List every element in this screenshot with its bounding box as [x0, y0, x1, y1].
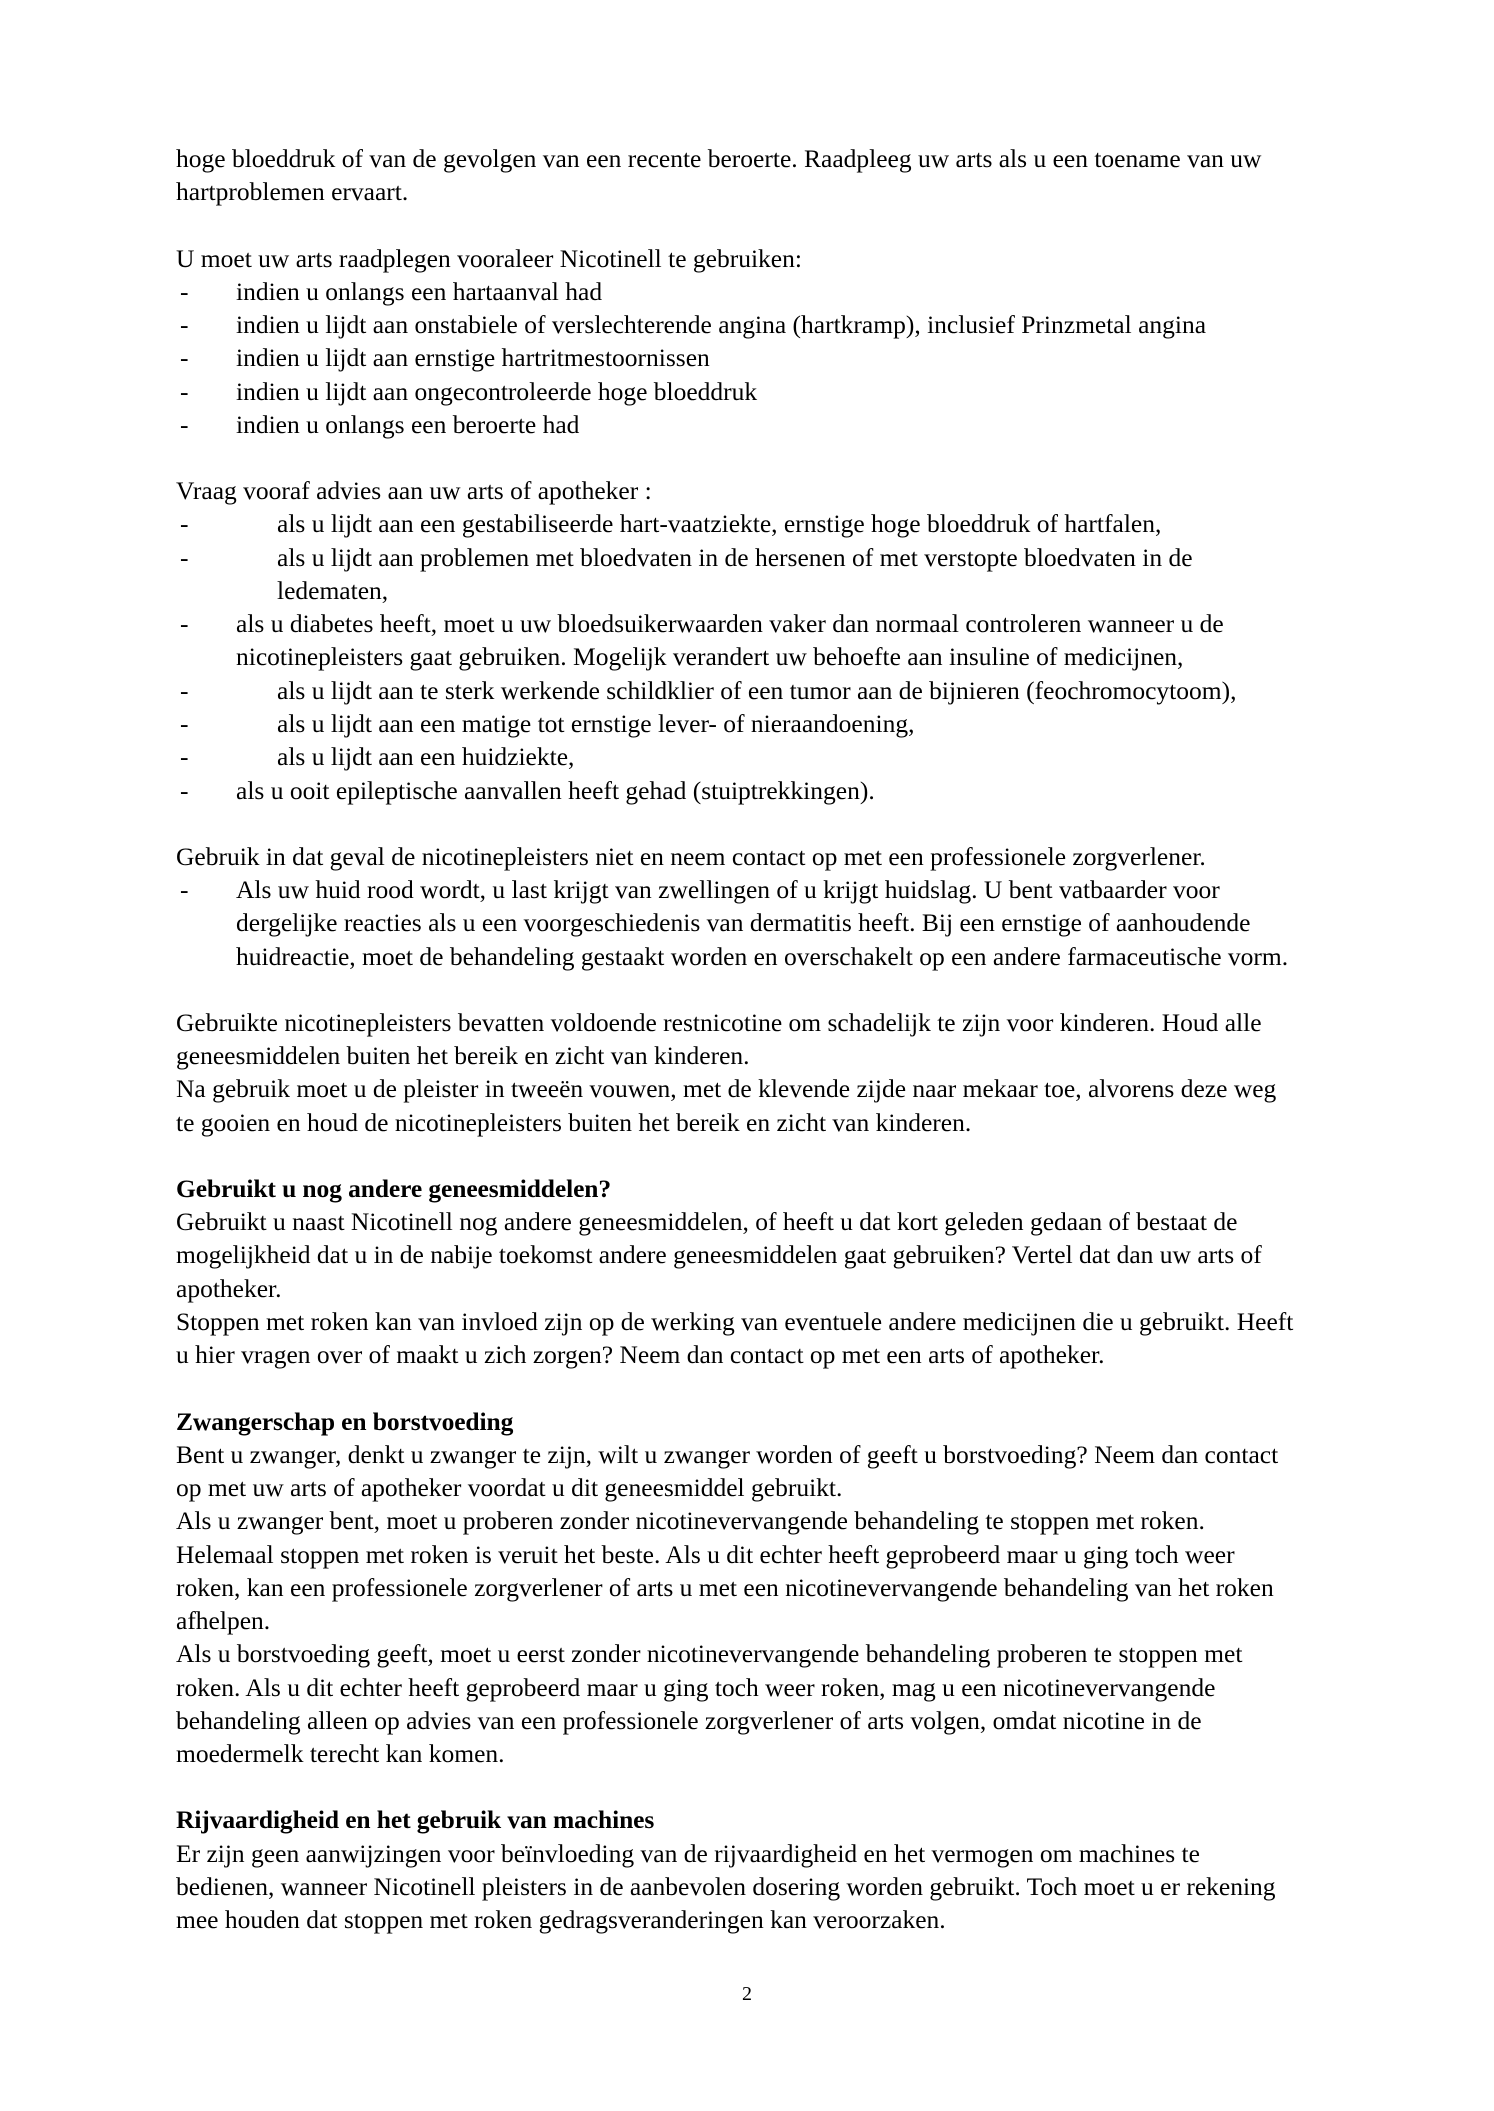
advice-lead: Vraag vooraf advies aan uw arts of apotheker :: [176, 476, 652, 506]
spacer: [176, 209, 1296, 242]
bullet-dash-icon: -: [180, 376, 189, 406]
list-item-text: als u lijdt aan een huidziekte,: [277, 742, 575, 772]
advice-bullet-list: [176, 507, 1296, 806]
list-item-text: indien u onlangs een hartaanval had: [236, 276, 603, 306]
list-item: [176, 740, 1296, 773]
list-item: [176, 408, 1296, 441]
list-item: [176, 707, 1296, 740]
list-item: [176, 375, 1296, 408]
pregnancy-paragraph-2: Als u zwanger bent, moet u proberen zonder nicotinevervangende behandeling te stoppen met roken. Helemaal stoppen met roken is veruit het beste. Als u dit echter heeft geprobeerd maar u ging toch weer roken, kan een professionele zorgverlener of arts u met een nicotinevervangende behandeling van het roken afhelpen.: [176, 1506, 1274, 1636]
spacer: [176, 1770, 1296, 1803]
bullet-dash-icon: -: [180, 775, 189, 805]
list-item-text: als u lijdt aan een matige tot ernstige lever- of nieraandoening,: [277, 708, 915, 738]
list-item-text: als u ooit epileptische aanvallen heeft gehad (stuiptrekkingen).: [236, 775, 875, 805]
list-item-text: indien u lijdt aan ernstige hartritmestoornissen: [236, 343, 710, 373]
list-item: [176, 774, 1296, 807]
driving-paragraph-1: Er zijn geen aanwijzingen voor beïnvloeding van de rijvaardigheid en het vermogen om machines te bedienen, wanneer Nicotinell pleisters in de aanbevolen dosering worden gebruikt. Toch moet u er rekening mee houden dat stoppen met roken gedragsveranderingen kan veroorzaken.: [176, 1838, 1276, 1935]
page-number: 2: [742, 1983, 752, 2005]
children-paragraph-2: Na gebruik moet u de pleister in tweeën vouwen, met de klevende zijde naar mekaar toe, alvorens deze weg te gooien en houd de nicotinepleisters buiten het bereik en zicht van kinderen.: [176, 1074, 1277, 1137]
bullet-dash-icon: -: [180, 509, 189, 539]
consult-lead: U moet uw arts raadplegen vooraleer Nicotinell te gebruiken:: [176, 243, 802, 273]
list-item: [176, 674, 1296, 707]
spacer: [176, 441, 1296, 474]
skin-bullet-list: [176, 873, 1296, 973]
heading-pregnancy: Zwangerschap en borstvoeding: [176, 1406, 514, 1436]
intro-paragraph: hoge bloeddruk of van de gevolgen van een recente beroerte. Raadpleeg uw arts als u een toename van uw hartproblemen ervaart.: [176, 144, 1262, 207]
list-item-text: als u lijdt aan een gestabiliseerde hart-vaatziekte, ernstige hoge bloeddruk of hartfalen,: [277, 509, 1162, 539]
bullet-dash-icon: -: [180, 708, 189, 738]
list-item: [176, 541, 1296, 608]
other-medicines-paragraph-1: Gebruikt u naast Nicotinell nog andere geneesmiddelen, of heeft u dat kort geleden gedaan of bestaat de mogelijkheid dat u in de nabije toekomst andere geneesmiddelen gaat gebruiken? Vertel dat dan uw arts of apotheker.: [176, 1207, 1262, 1303]
heading-driving: Rijvaardigheid en het gebruik van machines: [176, 1805, 655, 1835]
spacer: [176, 1372, 1296, 1405]
list-item-text: als u lijdt aan problemen met bloedvaten in de hersenen of met verstopte bloedvaten in de ledematen,: [277, 542, 1193, 605]
list-item: [176, 507, 1296, 540]
list-item: [176, 275, 1296, 308]
document-body: [176, 142, 1296, 1936]
consult-bullet-list: [176, 275, 1296, 441]
list-item-text: indien u lijdt aan ongecontroleerde hoge bloeddruk: [236, 376, 758, 406]
list-item: [176, 341, 1296, 374]
list-item-text: indien u lijdt aan onstabiele of verslechterende angina (hartkramp), inclusief Prinzmetal angina: [236, 310, 1207, 340]
list-item-text: als u lijdt aan te sterk werkende schildklier of een tumor aan de bijnieren (feochromocytoom),: [277, 675, 1237, 705]
spacer: [176, 1139, 1296, 1172]
spacer: [176, 973, 1296, 1006]
list-item-text: Als uw huid rood wordt, u last krijgt van zwellingen of u krijgt huidslag. U bent vatbaarder voor dergelijke reacties als u een voorgeschiedenis van dermatitis heeft. Bij een ernstige of aanhoudende huidreactie, moet de behandeling gestaakt worden en overschakelt op een andere farmaceutische vorm.: [236, 875, 1289, 971]
list-item: [176, 873, 1296, 973]
list-item-text: als u diabetes heeft, moet u uw bloedsuikerwaarden vaker dan normaal controleren wanneer u de nicotinepleisters gaat gebruiken. Mogelijk verandert uw behoefte aan insuline of medicijnen,: [236, 609, 1224, 672]
list-item: [176, 308, 1296, 341]
bullet-dash-icon: -: [180, 409, 189, 439]
bullet-dash-icon: -: [180, 675, 189, 705]
bullet-dash-icon: -: [180, 609, 189, 639]
bullet-dash-icon: -: [180, 542, 189, 572]
bullet-dash-icon: -: [180, 276, 189, 306]
list-item: [176, 607, 1296, 674]
bullet-dash-icon: -: [180, 343, 189, 373]
pregnancy-paragraph-3: Als u borstvoeding geeft, moet u eerst zonder nicotinevervangende behandeling proberen te stoppen met roken. Als u dit echter heeft geprobeerd maar u ging toch weer roken, mag u een nicotinevervangende behandeling alleen op advies van een professionele zorgverlener of arts volgen, omdat nicotine in de moedermelk terecht kan komen.: [176, 1639, 1243, 1769]
children-paragraph-1: Gebruikte nicotinepleisters bevatten voldoende restnicotine om schadelijk te zijn voor kinderen. Houd alle geneesmiddelen buiten het bereik en zicht van kinderen.: [176, 1007, 1262, 1071]
other-medicines-paragraph-2: Stoppen met roken kan van invloed zijn op de werking van eventuele andere medicijnen die u gebruikt. Heeft u hier vragen over of maakt u zich zorgen? Neem dan contact op met een arts of apotheker.: [176, 1306, 1294, 1370]
pregnancy-paragraph-1: Bent u zwanger, denkt u zwanger te zijn, wilt u zwanger worden of geeft u borstvoeding? Neem dan contact op met uw arts of apotheker voordat u dit geneesmiddel gebruikt.: [176, 1439, 1279, 1503]
heading-other-medicines: Gebruikt u nog andere geneesmiddelen?: [176, 1173, 612, 1203]
skin-lead: Gebruik in dat geval de nicotinepleisters niet en neem contact op met een professionele zorgverlener.: [176, 841, 1206, 871]
list-item-text: indien u onlangs een beroerte had: [236, 409, 580, 439]
bullet-dash-icon: -: [180, 875, 189, 905]
bullet-dash-icon: -: [180, 310, 189, 340]
bullet-dash-icon: -: [180, 742, 189, 772]
spacer: [176, 807, 1296, 840]
